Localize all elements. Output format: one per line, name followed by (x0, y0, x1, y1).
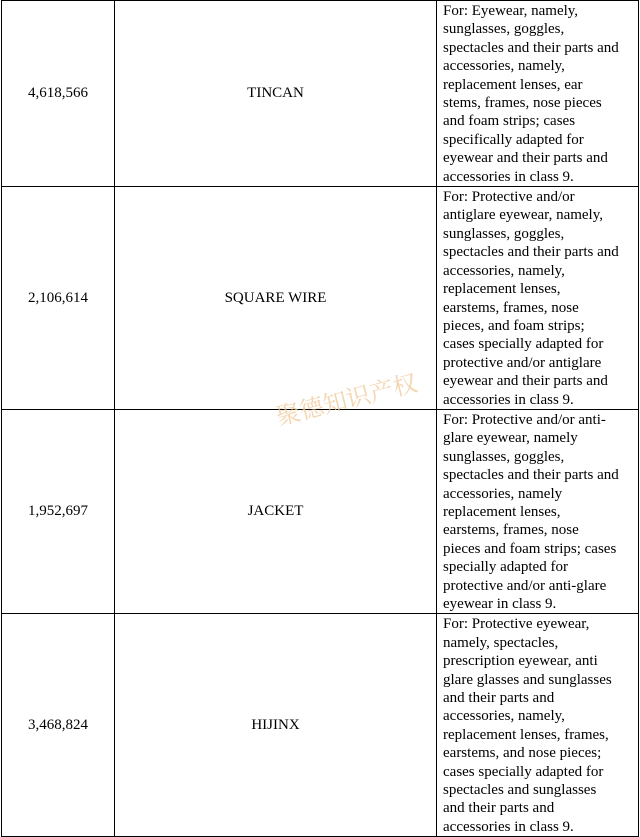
goods-description: For: Protective eyewear, namely, spectacles, prescription eyewear, anti glare glasses and sunglasses and their parts and accessories, namely, replacement lenses, frames, earstems, and nose pieces; cases specially adapted for spectacles and sunglasses and their parts and accessories in class 9. (443, 616, 612, 835)
goods-description-cell (437, 187, 639, 410)
trademark-name: TINCAN (115, 1, 437, 187)
goods-description-cell (437, 1, 639, 187)
registration-number: 4,618,566 (2, 1, 115, 187)
trademark-name: JACKET (115, 409, 437, 613)
goods-description-cell (437, 614, 639, 837)
goods-description: For: Protective and/or anti- glare eyewear, namely sunglasses, goggles, spectacles and their parts and accessories, namely replacement lenses, earstems, frames, nose pieces and foam strips; cases specially adapted for protective and/or anti-glare eyewear in class 9. (443, 411, 619, 612)
registration-number: 1,952,697 (2, 409, 115, 613)
table-row (2, 187, 639, 410)
watermark: 聚德知识产权 (273, 368, 420, 431)
trademark-name: HIJINX (115, 614, 437, 837)
registration-number: 2,106,614 (2, 187, 115, 410)
table-row (2, 614, 639, 837)
goods-description: For: Protective and/or antiglare eyewear, namely, sunglasses, goggles, spectacles and their parts and accessories, namely, replacement lenses, earstems, frames, nose pieces, and foam strips; cases specially adapted for protective and/or antiglare eyewear and their parts and accessories in class 9. (443, 189, 619, 408)
table-row (2, 409, 639, 613)
trademark-name: SQUARE WIRE (115, 187, 437, 410)
table-row (2, 1, 639, 187)
registration-number: 3,468,824 (2, 614, 115, 837)
goods-description: For: Eyewear, namely, sunglasses, goggles, spectacles and their parts and accessories, namely, replacement lenses, ear stems, frames, nose pieces and foam strips; cases specifically adapted for eyewear and their parts and accessories in class 9. (443, 3, 619, 185)
trademark-table (1, 0, 639, 837)
goods-description-cell (437, 409, 639, 613)
